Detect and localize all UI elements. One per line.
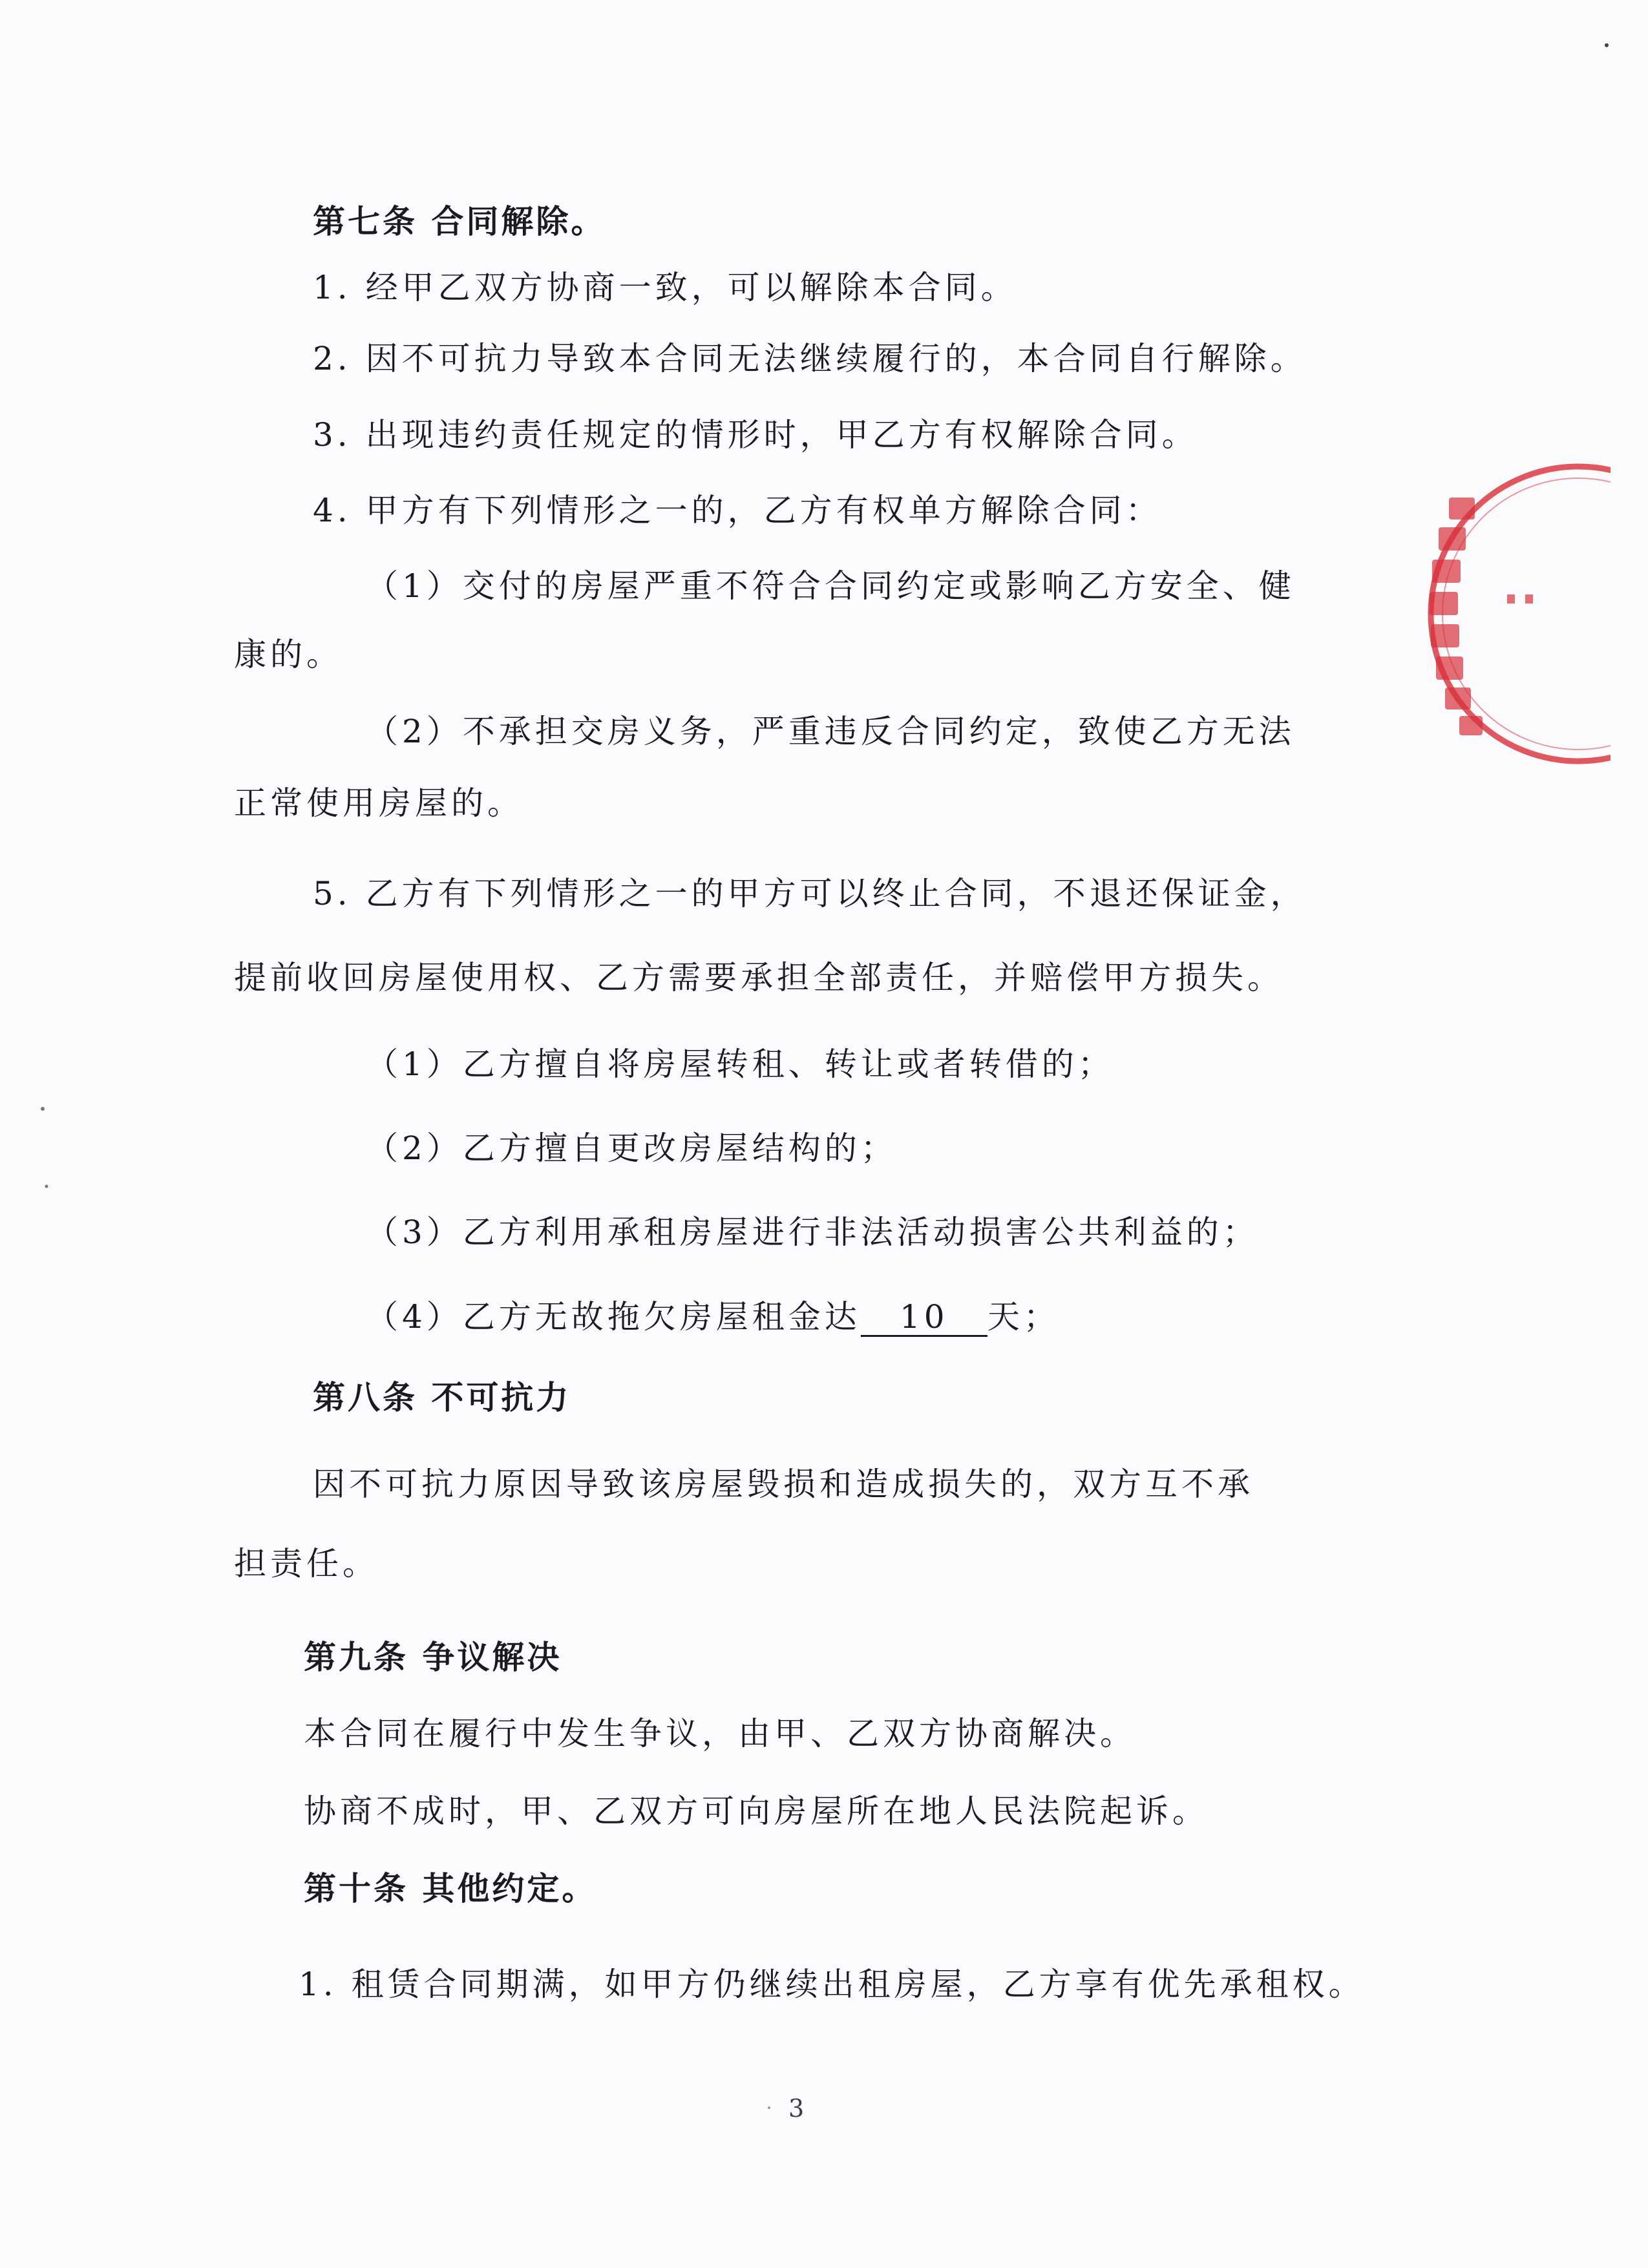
clause-7-4-item-1-cont-text: 康的。 bbox=[234, 636, 343, 673]
article-10-heading-text: 第十条 其他约定。 bbox=[304, 1870, 597, 1907]
clause-9-1-text: 本合同在履行中发生争议，由甲、乙双方协商解决。 bbox=[304, 1715, 1136, 1752]
article-9-heading-text: 第九条 争议解决 bbox=[304, 1639, 562, 1676]
arrears-days-value: 10 bbox=[861, 1299, 988, 1337]
article-8-heading-text: 第八条 不可抗力 bbox=[313, 1379, 571, 1416]
clause-7-4-item-2-cont-text: 正常使用房屋的。 bbox=[234, 784, 523, 822]
clause-7-5-text: 5. 乙方有下列情形之一的甲方可以终止合同，不退还保证金， bbox=[313, 875, 1307, 912]
arrears-suffix: 天； bbox=[987, 1298, 1060, 1336]
clause-7-2-text: 2. 因不可抗力导致本合同无法继续履行的，本合同自行解除。 bbox=[313, 340, 1307, 377]
clause-8-body-cont-text: 担责任。 bbox=[234, 1545, 379, 1582]
clause-7-5-item-2-text: （2）乙方擅自更改房屋结构的； bbox=[366, 1129, 897, 1167]
clause-7-5-item-3-text: （3）乙方利用承租房屋进行非法活动损害公共利益的； bbox=[366, 1213, 1259, 1251]
clause-7-4-item-2-text: （2）不承担交房义务，严重违反合同约定，致使乙方无法 bbox=[366, 713, 1295, 750]
arrears-prefix: （4）乙方无故拖欠房屋租金达 bbox=[366, 1298, 861, 1336]
clause-7-5-cont-text: 提前收回房屋使用权、乙方需要承担全部责任，并赔偿甲方损失。 bbox=[234, 959, 1284, 996]
clause-7-5-item-1-text: （1）乙方擅自将房屋转租、转让或者转借的； bbox=[366, 1045, 1114, 1083]
clause-9-2-text: 协商不成时，甲、乙双方可向房屋所在地人民法院起诉。 bbox=[304, 1792, 1209, 1830]
clause-7-4-text: 4. 甲方有下列情形之一的，乙方有权单方解除合同： bbox=[313, 492, 1162, 529]
clause-8-body-text: 因不可抗力原因导致该房屋毁损和造成损失的，双方互不承 bbox=[313, 1465, 1254, 1503]
clause-10-1-text: 1. 租赁合同期满，如甲方仍继续出租房屋，乙方享有优先承租权。 bbox=[299, 1966, 1365, 2003]
article-7-heading-text: 第七条 合同解除。 bbox=[313, 203, 606, 240]
clause-7-1-text: 1. 经甲乙双方协商一致，可以解除本合同。 bbox=[313, 269, 1017, 306]
clause-7-3-text: 3. 出现违约责任规定的情形时，甲乙方有权解除合同。 bbox=[313, 416, 1198, 454]
page-number-text: 3 bbox=[788, 2094, 805, 2123]
clause-7-4-item-1-text: （1）交付的房屋严重不符合合同约定或影响乙方安全、健 bbox=[366, 567, 1295, 605]
